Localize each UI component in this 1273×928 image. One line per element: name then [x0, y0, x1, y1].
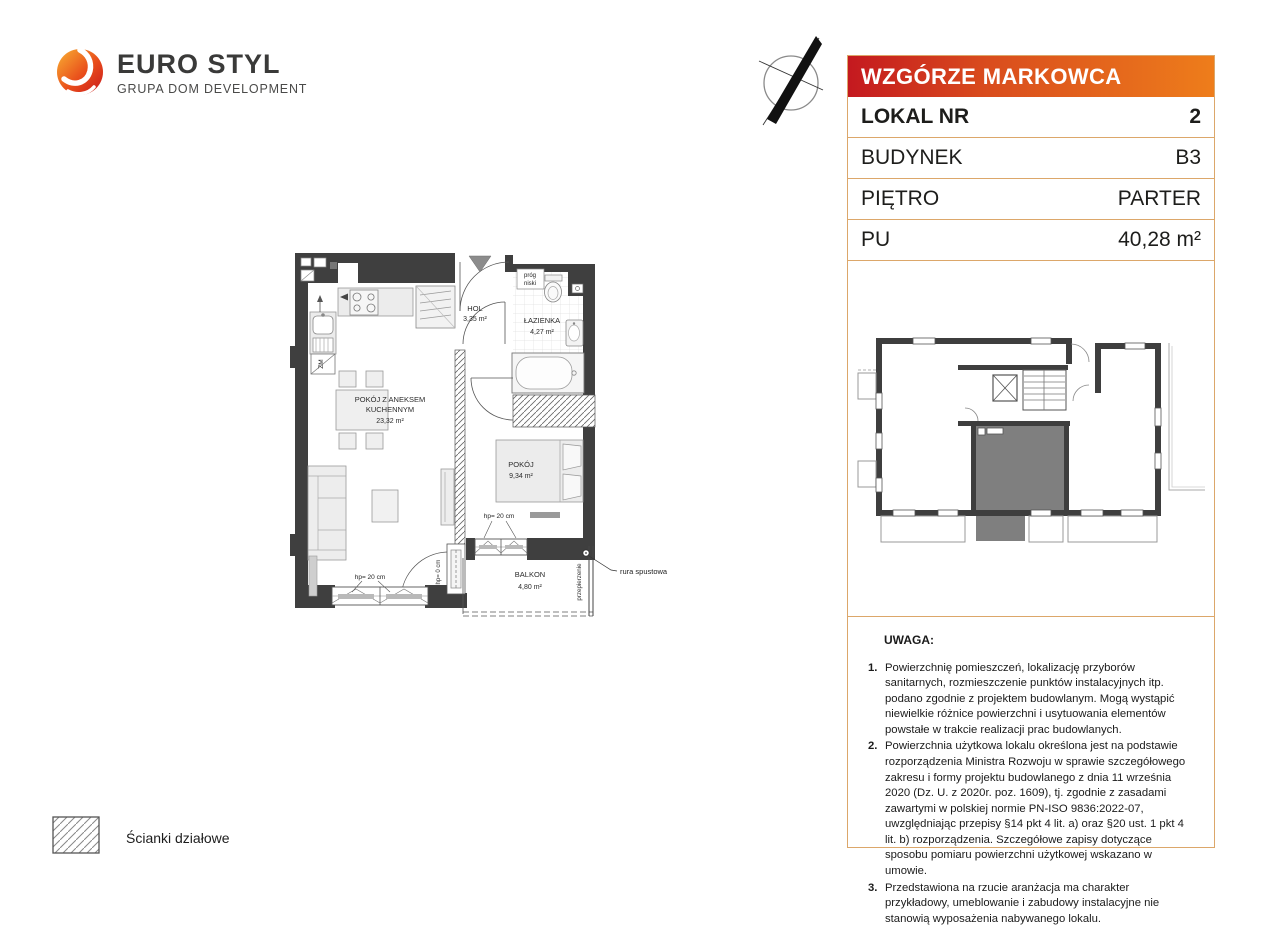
row-label: LOKAL NR [861, 105, 970, 128]
key-plan [848, 261, 1214, 617]
note-text: Powierzchnię pomieszczeń, lokalizację przyborów sanitarnych, rozmieszczenie punktów instalacyjnych itp. podano zgodnie z projektem budowlanym. Mogą wystąpić niewielkie różnice powierzchni i usytuowania elementów powstałe w trakcie realizacji prac budowlanych. [885, 661, 1175, 736]
partition-wall [455, 350, 465, 545]
room-area-hol: 3,35 m² [463, 316, 487, 323]
bedroom-window [475, 539, 527, 555]
room-label-bathroom: ŁAZIENKA [523, 316, 561, 325]
kitchen-furniture [310, 286, 455, 374]
entrance-marker [469, 256, 491, 272]
balcony-door-sill-label: hp= 0 cm [436, 559, 442, 585]
project-name-header: WZGÓRZE MARKOWCA [848, 56, 1214, 97]
north-arrow-icon [746, 26, 836, 137]
brand-tagline: GRUPA DOM DEVELOPMENT [117, 82, 308, 97]
row-value: 40,28 m² [1118, 228, 1201, 251]
window-sill-label: hp= 20 cm [483, 513, 515, 520]
svg-text:niski: niski [523, 281, 537, 287]
row-label: BUDYNEK [861, 146, 963, 169]
notes-title: UWAGA: [884, 633, 934, 647]
svg-text:KUCHENNYM: KUCHENNYM [365, 405, 415, 414]
room-label-living: POKÓJ Z ANEKSEM [354, 395, 426, 404]
row-value: 2 [1189, 105, 1201, 128]
threshold-label: próg [523, 273, 537, 279]
room-label-bedroom: POKÓJ [508, 460, 534, 469]
notes-section [848, 617, 1214, 928]
room-area-living: 23,32 m² [376, 418, 404, 425]
note-text: Przedstawiona na rzucie aranżacja ma charakter przykładowy, umeblowanie i zabudowy instalacyjne nie stanowią wyposażenia nabywanego lokalu. [885, 881, 1160, 925]
installation-shaft [513, 395, 595, 427]
legend-label: Ścianki działowe [126, 829, 230, 846]
partition-hatch-icon [52, 816, 100, 859]
dishwasher-label: ZM [318, 359, 325, 369]
legend [52, 816, 230, 859]
row-label: PIĘTRO [861, 187, 940, 210]
row-value: B3 [1175, 146, 1201, 169]
window-sill-label: hp= 20 cm [354, 574, 386, 581]
room-area-balcony: 4,80 m² [518, 584, 542, 591]
table-row-pu [848, 220, 1214, 261]
room-area-bedroom: 9,34 m² [509, 473, 533, 480]
table-row-budynek [848, 138, 1214, 179]
flame-sphere-icon [55, 44, 105, 103]
living-window [332, 587, 428, 605]
note-number: 2. [868, 740, 878, 753]
table-row-pietro [848, 179, 1214, 220]
room-label-hol: HOL [467, 304, 483, 313]
info-panel [847, 55, 1215, 925]
downpipe-label: rura spustowa [620, 567, 668, 576]
brand-name: EURO STYL [117, 49, 281, 79]
balcony-door [447, 544, 465, 594]
note-number: 1. [868, 661, 878, 674]
note-item [868, 661, 1192, 739]
row-value: PARTER [1117, 187, 1201, 210]
note-item [868, 881, 1192, 928]
table-row-lokal [848, 97, 1214, 138]
note-number: 3. [868, 881, 878, 894]
key-plan-drawing [858, 338, 1205, 542]
row-label: PU [861, 228, 891, 251]
note-text: Powierzchnia użytkowa lokalu określona jest na podstawie rozporządzenia Ministra Rozwoju w sprawie szczegółowego zakresu i formy projektu budowlanego z dnia 11 września 2020 (Dz. U. z 2020r. poz. 1609), tj. zgodnie z zasadami zawartymi w polskiej normie PN-ISO 9836:2022-07, uwzględniając przepisy §14 pkt 4 lit. a) oraz §20 ust. 1 pkt 4 lit. b) rozporządzenia. Szczegółowe zapisy dotyczące sposobu pomiaru powierzchni użytkowej wskazano w umowie. [885, 740, 1186, 878]
partition-screen-label: przepierzenie [576, 563, 583, 601]
logo [55, 44, 307, 103]
apartment-floor-plan [290, 250, 670, 635]
note-item [868, 739, 1192, 879]
room-label-balcony: BALKON [514, 570, 546, 579]
room-area-bathroom: 4,27 m² [530, 329, 554, 336]
